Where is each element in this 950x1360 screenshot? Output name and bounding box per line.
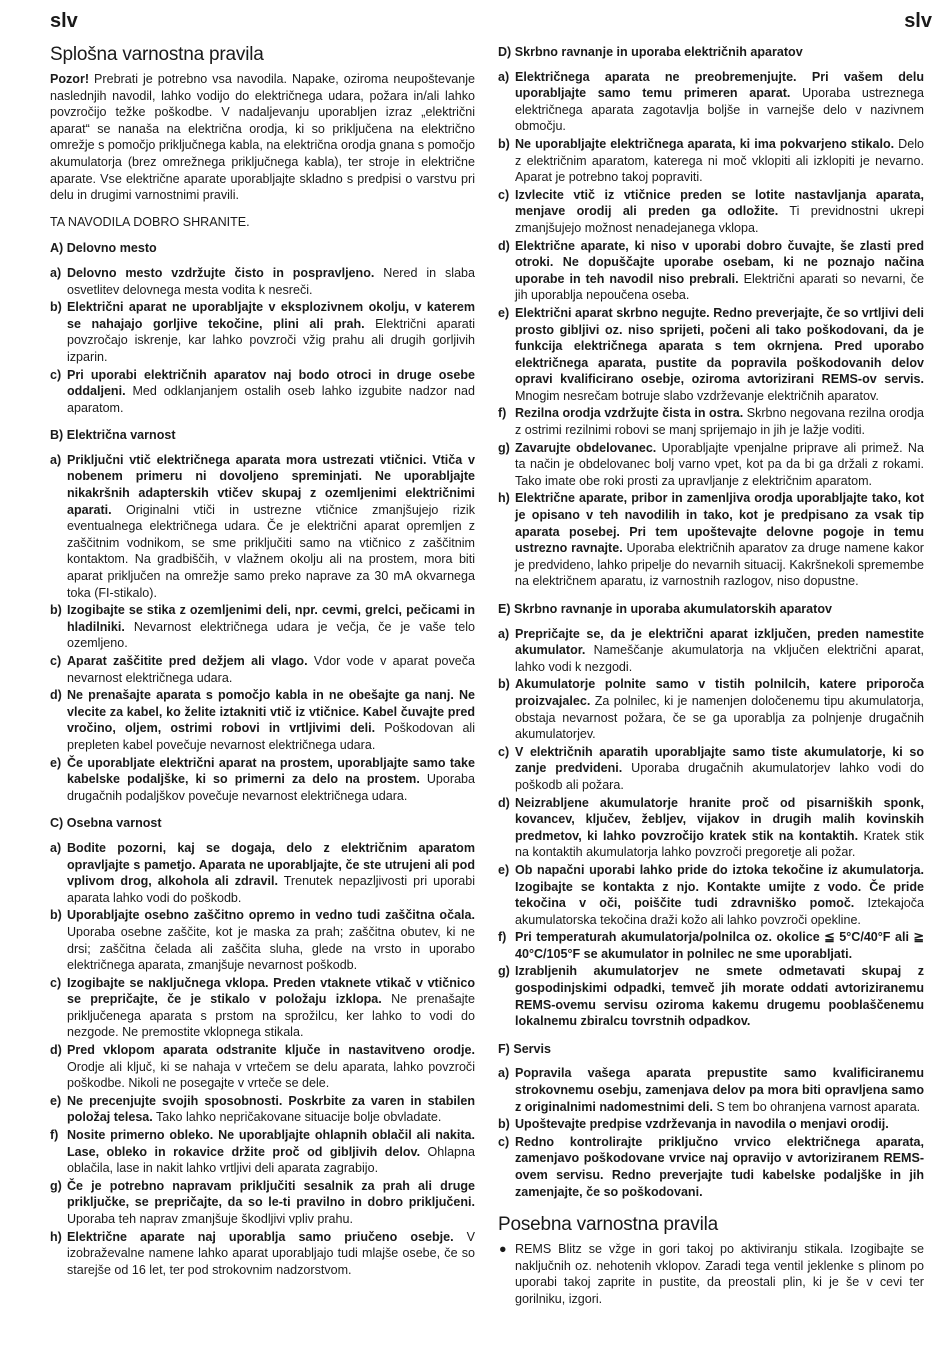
item-text: V izobraževalne namene lahko aparat uporabljajo tudi mlajše osebe, če so starejše od 16 let, ter pod strokovnim nadzorstvom. [67,1229,475,1277]
rule-item [498,405,924,438]
bullet-icon: ● [499,1242,507,1257]
rule-item [498,69,924,135]
item-text: Orodje ali ključ, ki se nahaja v vrtečem se delu aparata, lahko povzroči poškodbe. Nikoli ne posegajte v vrteče se dele. [67,1059,475,1091]
item-letter: e) [50,1093,62,1108]
item-letter: f) [50,1128,59,1143]
item-text: Za polnilec, ki je namenjen določenemu tipu akumulatorja, obstaja nevarnost požara, če se ga uporablja za polnjenje drugačnih akumulatorjev. [515,693,924,742]
rule-item [498,744,924,794]
item-bold-text: Električne aparate naj uporablja samo priučeno osebje. [67,1229,454,1244]
item-bold-text: Popravila vašega aparata prepustite samo kvalificiranemu strokovnemu osebju, zamenjava delov pa mora biti opravljena samo z originalnimi nadomestnimi deli. [515,1066,924,1114]
item-text: Nevarnost električnega udara je večja, če je vaše telo ozemljeno. [67,619,475,651]
item-bold-text: V električnih aparatih uporabljajte samo tiste akumulatorje, ki so zanje predvideni. [515,744,924,776]
item-bold-text: Zavarujte obdelovanec. [515,440,657,455]
rule-item [50,265,475,298]
rule-item [50,907,475,973]
rule-item [50,975,475,1041]
item-letter: b) [498,136,510,151]
rule-item [498,1134,924,1200]
item-letter: c) [50,367,62,382]
item-letter: g) [498,964,510,979]
item-letter: f) [498,930,507,945]
rule-item [50,653,475,686]
item-text: Kratek stik na kontaktih akumulatorja lahko povzroči pregoretje ali požar. [515,828,924,860]
rule-item [498,1065,924,1115]
rule-item [498,929,924,962]
section-heading: C) Osebna varnost [50,816,162,831]
item-bold-text: Pri uporabi električnih aparatov naj bodo otroci in druge osebe oddaljeni. [67,367,475,399]
item-bold-text: Električni aparat ne uporabljajte v eksplozivnem okolju, v katerem se nahajajo gorljive tekočine, plini ali prah. [67,300,475,331]
item-letter: e) [50,755,62,770]
item-bold-text: Električni aparat skrbno negujte. Redno preverjajte, če so vrtljivi deli prosto gibljivi oz. niso sprijeti, počeni ali tako poškodovani, da je funkcija električnega aparata s tem okrnjena. Pred uporabo električnega aparata, pustite da popravila poškodovanih delov opravi kvalificirano osebje, oziroma avtorizirani REMS-ov servis. [515,305,924,387]
item-bold-text: Upoštevajte predpise vzdrževanja in navodila o menjavi orodij. [515,1117,889,1132]
rule-item [50,299,475,365]
item-text: Poškodovan ali prepleten kabel povečuje nevarnost električnega udara. [67,721,475,752]
item-bold-text: Neizrabljene akumulatorje hranite proč od pisarniških sponk, kovancev, ključev, žebljev, vijakov in drugih malih kovinskih predmetov, ki lahko povzročijo kratek stik na kontaktih. [515,795,924,843]
item-letter: b) [50,908,62,923]
item-letter: h) [50,1229,62,1244]
item-letter: a) [498,69,510,84]
item-bold-text: Akumulatorje polnite samo v tistih polnilcih, katere priporoča proizvajalec. [515,677,924,708]
item-letter: d) [50,688,62,703]
item-text: Nered in slaba osvetlitev delovnega mesta vodita k nesreči. [67,265,475,297]
item-letter: f) [498,406,507,421]
general-safety-title: Splošna varnostna pravila [50,44,264,65]
item-bold-text: Pred vklopom aparata odstranite ključe in nastavitveno orodje. [67,1043,475,1058]
item-text: Iztekajoča akumulatorska tekočina draži kožo ali lahko povzroči opekline. [515,896,924,927]
rule-item [50,1093,475,1126]
item-bold-text: Prepričajte se, da je električni aparat izključen, preden namestite akumulator. [515,626,924,658]
special-safety-title: Posebna varnostna pravila [498,1214,718,1236]
item-text: Uporaba ustreznega električnega aparata zagotavlja boljše in varnejše delo v nazivnem območju. [515,86,924,134]
item-letter: e) [498,862,510,877]
left-sections [50,240,475,1278]
left-column [50,44,475,1279]
item-bold-text: Izogibajte se stika z ozemljenimi deli, npr. cevmi, grelci, pečicami in hladilniki. [67,603,475,634]
item-bold-text: Aparat zaščitite pred dežjem ali vlago. [67,654,308,668]
page-header [50,10,932,36]
item-text: Uporaba teh naprav zmanjšuje škodljivi vpliv prahu. [67,1212,353,1226]
item-text: Uporaba osebne zaščite, kot je maska za prah; zaščitna obutev, ki ne drsi; zaščitna čelada ali zaščita sluha, glede na vrsto in uporabo električnega aparata, zmanjšuje nevarnost poškodb. [67,924,475,973]
rule-item [50,840,475,906]
keep-instructions: TA NAVODILA DOBRO SHRANITE. [50,214,250,229]
rule-item [498,490,924,590]
item-letter: b) [50,300,62,315]
item-text: Uporaba drugačnih podaljškov povečuje nevarnost električnega udara. [67,772,475,803]
item-text: Vdor vode v aparat poveča nevarnost električnega udara. [67,654,475,685]
item-letter: d) [498,238,510,253]
item-text: Nameščanje akumulatorja na vključen električni aparat, lahko vodi k nezgodi. [515,643,924,674]
item-text: Mnogim nesrečam botruje slabo vzdrževanje električnih aparatov. [515,388,879,403]
item-bold-text: Delovno mesto vzdržujte čisto in pospravljeno. [67,265,375,280]
item-text: Uporaba drugačnih akumulatorjev lahko vodi do poškodb ali požara. [515,761,925,792]
item-bold-text: Električne aparate, ki niso v uporabi dobro čuvajte, še zlasti pred otroki. Ne dopuščajte uporabe osebam, ki ne poznajo načina uporabe in teh navodil niso prebrali. [515,238,924,286]
section-heading: E) Skrbno ravnanje in uporaba akumulatorskih aparatov [498,602,832,616]
item-text: Uporaba električnih aparatov za druge namene kakor je predvideno, lahko pripelje do nevarnih situacij. Kakršnekoli spremembe na električnem aparatu, iz varnostnih razlogov, niso dopustne. [515,541,924,589]
section-heading: B) Električna varnost [50,428,176,443]
item-letter: a) [50,452,62,467]
bullet-item [498,1241,924,1307]
rule-item [498,440,924,490]
right-sections [498,44,924,1200]
rule-item [498,187,924,237]
item-letter: d) [50,1043,62,1058]
rule-item [498,136,924,186]
item-text: S tem bo ohranjena varnost aparata. [713,1099,921,1114]
item-letter: c) [498,187,510,202]
intro-warning: Pozor! [50,72,90,86]
intro-text: Prebrati je potrebno vsa navodila. Napake, oziroma neupoštevanje naslednjih navodil, lahko vodijo do električnega udara, požara in/ali lahko povzročijo težke poškodbe. V nadaljevanju uporabljen izraz „električni aparat“ se nanaša na električna orodja, ki so priključena na električno omrežje s pomočjo priključnega kabla, na električna orodja gnana s pomočjo akumulatorja (brez omrežnega priključnega kabla), ter stroje in električne aparate. Vse električne aparate uporabljajte skladno s predpisi o varstvu pri delu in drugimi varnostnimi pravili. [50,72,475,203]
rule-item [498,305,924,405]
item-bold-text: Če uporabljate električni aparat na prostem, uporabljajte samo take kabelske podaljške, ki so primerni za delo na prostem. [67,755,475,787]
rule-item [50,1127,475,1177]
item-letter: a) [50,265,62,280]
bullet-text: REMS Blitz se vžge in gori takoj po aktiviranju stikala. Izogibajte se naključnih oz. nehotenih vklopov. Zaradi tega ventil jeklenke s plinom po uporabi takoj zaprite in pustite, da preostali plin, ki je še v cevi ter gorilniku, izgori. [515,1242,924,1306]
item-bold-text: Izogibajte se naključnega vklopa. Preden vtaknete vtikač v vtičnico se prepričajte, če je stikalo v položaju izklopa. [67,975,475,1007]
rule-item [498,238,924,304]
item-letter: a) [498,1066,510,1081]
item-letter: c) [498,744,510,759]
item-text: Električni aparati so nevarni, če jih uporablja nepoučena oseba. [515,271,924,303]
item-letter: c) [498,1134,510,1149]
item-text: Uporabljajte vpenjalne priprave ali primež. Na ta način je obdelovanec bolj varno vpet, kot pa da bi ga držali z rokami. Tako imate obe roki prosti za upravljanje z električnim aparatom. [515,440,924,488]
right-column [498,44,924,1308]
item-bold-text: Ne prenašajte aparata s pomočjo kabla in ne obešajte ga nanj. Ne vlecite za kabel, ko želite iztakniti vtič iz vtičnice. Kabel čuvajte pred vročino, oljem, ostrimi robovi in vrtljivimi deli. [67,688,475,736]
item-letter: g) [498,440,510,455]
item-letter: g) [50,1178,62,1193]
section-heading: F) Servis [498,1041,551,1056]
item-letter: c) [50,654,62,668]
rule-item [50,755,475,805]
item-text: Delo z električnim aparatom, katerega ni moč vklopiti ali izklopiti je nevarno. Aparat je potrebno takoj popraviti. [515,136,924,185]
language-code-right: slv [904,10,932,32]
item-letter: c) [50,975,62,990]
item-bold-text: Ne uporabljajte električnega aparata, ki ima pokvarjeno stikalo. [515,136,895,151]
rule-item [498,795,924,861]
rule-item [50,602,475,652]
section-heading: A) Delovno mesto [50,241,157,256]
rule-item [498,676,924,742]
intro-paragraph [50,71,475,204]
item-text: Trenutek nepazljivosti pri uporabi aparata lahko vodi do poškodb. [67,874,475,905]
item-text: Ne prenašajte priključenega aparata s prstom na sprožilcu, ker lahko to vodi do nezgode. Ne premostite vklopnega stikala. [67,992,476,1040]
item-bold-text: Priključni vtič električnega aparata mora ustrezati vtičnici. Vtiča v nobenem primeru ni dovoljeno spreminjati. Ne uporabljajte nikakršnih adapterskih vtičev skupaj z ozemljenimi električnimi aparati. [67,452,475,517]
item-text: Med odklanjanjem ostalih oseb lahko izgubite nadzor nad aparatom. [67,384,475,415]
item-letter: b) [50,603,62,618]
item-bold-text: Redno kontrolirajte priključno vrvico električnega aparata, zamenjavo poškodovane vrvice naj opravijo v avtoriziranem REMS-ovem servisu. Redno preverjajte tudi kabelske podaljške in jih zamenjajte, če so poškodovani. [515,1134,924,1199]
item-bold-text: Izvlecite vtič iz vtičnice preden se lotite nastavljanja aparata, menjave orodij ali preden ga odložite. [515,187,924,219]
item-text: Originalni vtiči in ustrezne vtičnice zmanjšujejo rizik eventualnega električnega udara. Če je električni aparat opremljen z zaščitnim vodnikom, se sme priključiti samo na vtičnico z zaščitnim kontaktom. Na gradbiščih, v vlažnem okolju ali na prostem, mora biti aparat priključen na omrežje samo preko naprave za 30 mA okvarnega toka (FI-stikalo). [67,502,475,600]
item-text: Električni aparati povzročajo iskrenje, kar lahko povzroči vžig prahu ali drugih gorljivih izparin. [67,316,475,364]
item-letter: h) [498,491,510,506]
rule-item [50,367,475,417]
rule-item [50,452,475,601]
rule-item [50,1229,475,1279]
item-bold-text: Če je potrebno napravam priključiti sesalnik za prah ali druge priključke, se prepričajte, da so le-ti pravilno in dobro priključeni. [67,1178,475,1210]
item-bold-text: Uporabljajte osebno zaščitno opremo in vedno tudi zaščitna očala. [67,908,475,923]
item-letter: a) [50,840,62,855]
item-letter: b) [498,677,510,692]
item-letter: e) [498,305,510,320]
rule-item [50,687,475,753]
item-letter: a) [498,626,510,641]
item-text: Tako lahko nepričakovane situacije bolje obvladate. [152,1110,442,1125]
item-bold-text: Električnega aparata ne preobremenjujte. Pri vašem delu uporabljajte samo temu primeren aparat. [515,69,924,101]
item-bold-text: Pri temperaturah akumulatorja/polnilca oz. okolice ≦ 5°C/40°F ali ≧ 40°C/105°F se akumulator in polnilec ne sme uporabljati. [515,930,924,961]
rule-item [498,1116,924,1133]
rule-item [498,862,924,928]
item-text: Skrbno negovana rezilna orodja z ostrimi rezilnimi robovi se manj sprijemajo in jih je lažje voditi. [515,406,924,438]
item-bold-text: Nosite primerno obleko. Ne uporabljajte ohlapnih oblačil ali nakita. Lase, obleko in rokavice držite proč od gibljivih delov. [67,1128,475,1159]
rule-item [50,1178,475,1228]
item-bold-text: Bodite pozorni, kaj se dogaja, delo z električnim aparatom opravljajte s pametjo. Aparata ne uporabljajte, če ste utrujeni ali pod vplivom drog, alkohola ali zdravil. [67,840,475,889]
item-bold-text: Izrabljenih akumulatorjev ne smete odmetavati skupaj z gospodinjskimi odpadki, temveč jih morate oddati avtoriziranemu REMS-ovemu servisu oziroma kakemu drugemu pooblaščenemu lokalnemu zbiralcu tovrstnih odpadkov. [515,964,924,1029]
language-code-left: slv [50,10,78,32]
item-text: Ti previdnostni ukrepi zmanjšujejo možnost nenadejanega vklopa. [515,204,924,235]
item-bold-text: Električne aparate, pribor in zamenljiva orodja uporabljajte tako, kot je opisano v teh navodilih in tako, kot je predpisano za vsak tip aparata posebej. Pri tem upoštevajte delovne pogoje in temu ustrezno ravnajte. [515,491,924,556]
rule-item [498,963,924,1029]
item-text: Ohlapna oblačila, lase in nakit lahko vrtljivi deli aparata zagrabijo. [67,1144,475,1176]
section-heading: D) Skrbno ravnanje in uporaba električnih aparatov [498,45,803,59]
item-bold-text: Rezilna orodja vzdržujte čista in ostra. [515,406,744,421]
item-bold-text: Ne precenjujte svojih sposobnosti. Poskrbite za varen in stabilen položaj telesa. [67,1093,475,1125]
rule-item [498,626,924,676]
item-letter: b) [498,1117,510,1132]
rule-item [50,1042,475,1092]
item-letter: d) [498,795,510,810]
item-bold-text: Ob napačni uporabi lahko pride do iztoka tekočine iz akumulatorja. Izogibajte se kontakta z njo. Kontakte umijte z vodo. Če pride tekočina v oči, poiščite tudi zdravniško pomoč. [515,862,924,911]
